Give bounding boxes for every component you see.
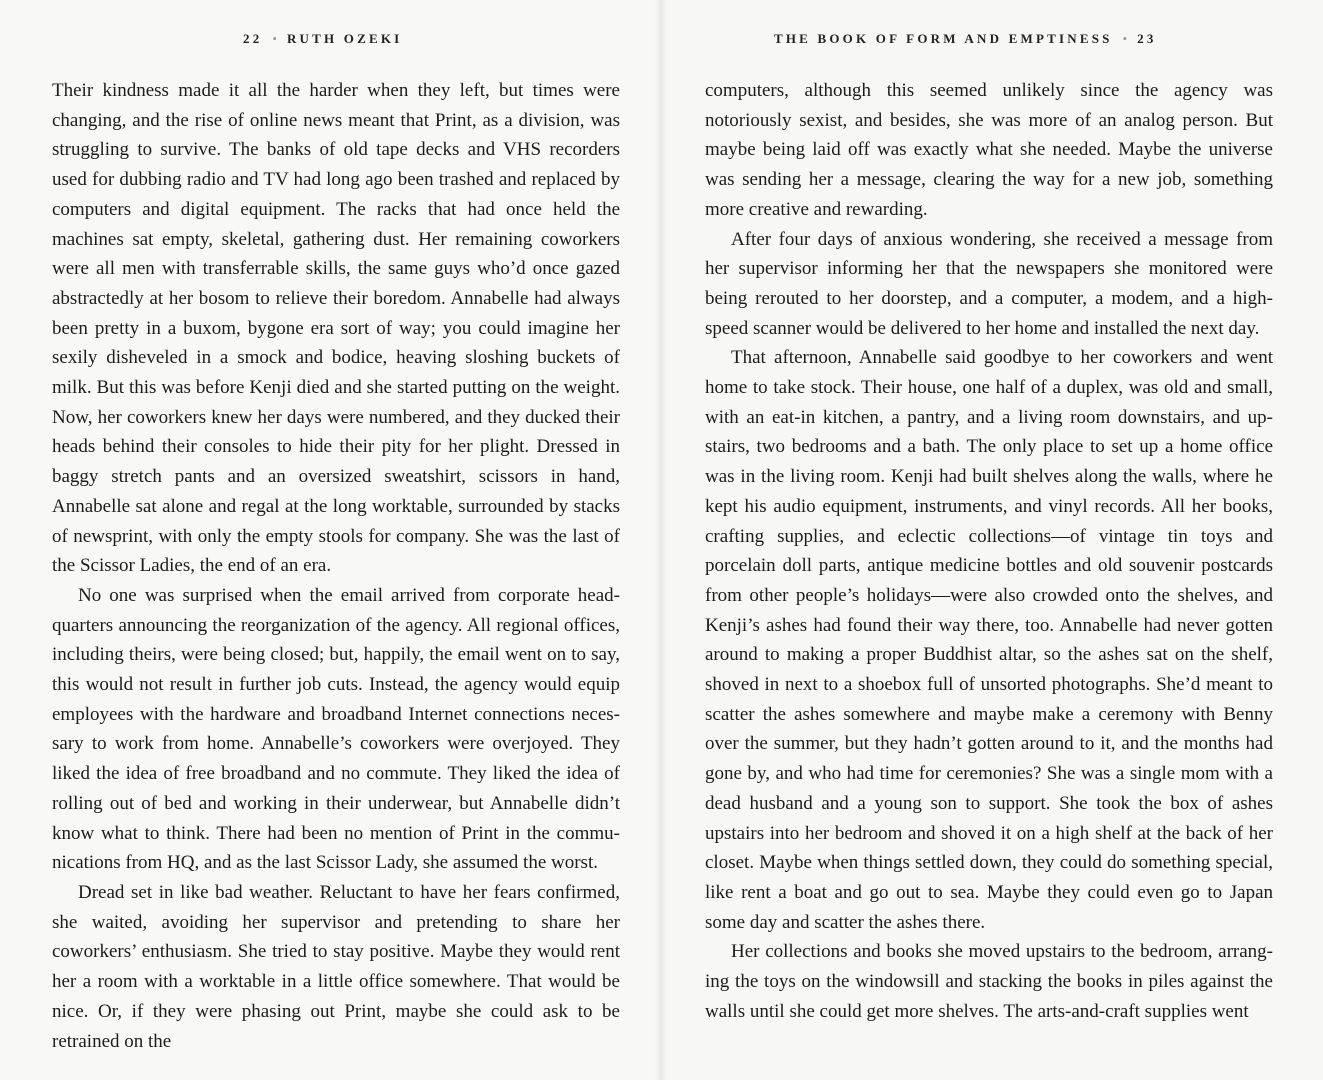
right-page <box>661 0 1323 1080</box>
right-page-number: 23 <box>1137 31 1157 46</box>
right-page-body <box>705 76 1273 1027</box>
paragraph: Dread set in like bad weather. Reluctant to have her fears confirmed, she waited, avoiding her supervisor and pretending to share her coworkers’ enthusiasm. She tried to stay positive. Maybe they would rent her a room with a worktable in a little office somewhere. That would be nice. Or, if they were phasing out Print, maybe she could ask to be retrained on the <box>52 881 620 1052</box>
paragraph: No one was surprised when the email arrived from corporate headquarters announcing the reorganization of the agency. All regional offices, including theirs, were being closed; but, happily, the email went on to say, this would not result in further job cuts. Instead, the agency would equip employees with the hardware and broadband Internet connections necessary to work from home. Annabelle’s coworkers were overjoyed. They liked the idea of free broadband and no commute. They liked the idea of rolling out of bed and working in their underwear, but Annabelle didn’t know what to think. There had been no mention of Print in the communications from HQ, and as the last Scissor Lady, she assumed the worst. <box>52 584 620 874</box>
header-separator-dot: • <box>1122 31 1128 46</box>
paragraph: Her collections and books she moved upstairs to the bedroom, arranging the toys on the windowsill and stacking the books in piles against the walls until she could get more shelves. The arts-and-craft supplies went <box>705 941 1273 1022</box>
paragraph: That afternoon, Annabelle said goodbye to her coworkers and went home to take stock. Their house, one half of a duplex, was old and small, with an eat-in kitchen, a pantry, and a living room downstairs, and upstairs, two bedrooms and a bath. The only place to set up a home office was in the living room. Kenji had built shelves along the walls, where he kept his audio equipment, instruments, and vinyl records. All her books, crafting supplies, and eclectic collections—of vintage tin toys and porcelain doll parts, antique medicine bottles and old souvenir postcards from other people’s holidays—were also crowded onto the shelves, and Kenji’s ashes had found their way there, too. Annabelle had never gotten around to making a proper Buddhist altar, so the ashes sat on the shelf, shoved in next to a shoebox full of unsorted photographs. She’d meant to scatter the ashes somewhere and maybe make a ceremony with Benny over the summer, but they hadn’t gotten around to it, and the months had gone by, and who had time for ceremonies? She was a single mom with a dead husband and a young son to support. She took the box of ashes upstairs into her bedroom and shoved it on a high shelf at the back of her closet. Maybe when things settled down, they could do something special, like rent a boat and go out to sea. Maybe they could even go to Japan some day and scatter the ashes there. <box>705 347 1273 933</box>
paragraph: computers, although this seemed unlikely since the agency was notoriously sexist, and besides, she was more of an analog person. But maybe being laid off was exactly what she needed. Maybe the universe was sending her a message, clearing the way for a new job, something more creative and rewarding. <box>705 80 1273 220</box>
left-page-body <box>52 76 620 1056</box>
book-title: THE BOOK OF FORM AND EMPTINESS <box>774 31 1113 46</box>
author-name: RUTH OZEKI <box>286 31 403 46</box>
left-page-number: 22 <box>243 31 263 46</box>
paragraph: Their kindness made it all the harder when they left, but times were changing, and the rise of online news meant that Print, as a division, was struggling to survive. The banks of old tape decks and VHS recorders used for dubbing radio and TV had long ago been trashed and replaced by computers and digital equipment. The racks that had once held the machines sat empty, skeletal, gathering dust. Her remaining coworkers were all men with transferrable skills, the same guys who’d once gazed abstractedly at her bosom to relieve their boredom. Annabelle had always been pretty in a buxom, bygone era sort of way; you could imagine her sexily disheveled in a smock and bodice, heaving sloshing buckets of milk. But this was before Kenji died and she started putting on the weight. Now, her coworkers knew her days were numbered, and they ducked their heads behind their consoles to hide their pity for her plight. Dressed in baggy stretch pants and an oversized sweatshirt, scissors in hand, Annabelle sat alone and regal at the long worktable, surrounded by stacks of newsprint, with only the empty stools for company. She was the last of the Scissor Ladies, the end of an era. <box>52 80 620 577</box>
header-separator-dot: • <box>272 31 277 46</box>
left-page <box>0 0 661 1080</box>
book-gutter <box>655 0 667 1080</box>
paragraph: After four days of anxious wondering, she received a message from her supervisor informing her that the newspapers she monitored were being rerouted to her doorstep, and a computer, a modem, and a high-speed scanner would be delivered to her home and installed the next day. <box>705 228 1273 339</box>
left-running-head <box>243 30 402 48</box>
right-running-head <box>774 30 1157 48</box>
